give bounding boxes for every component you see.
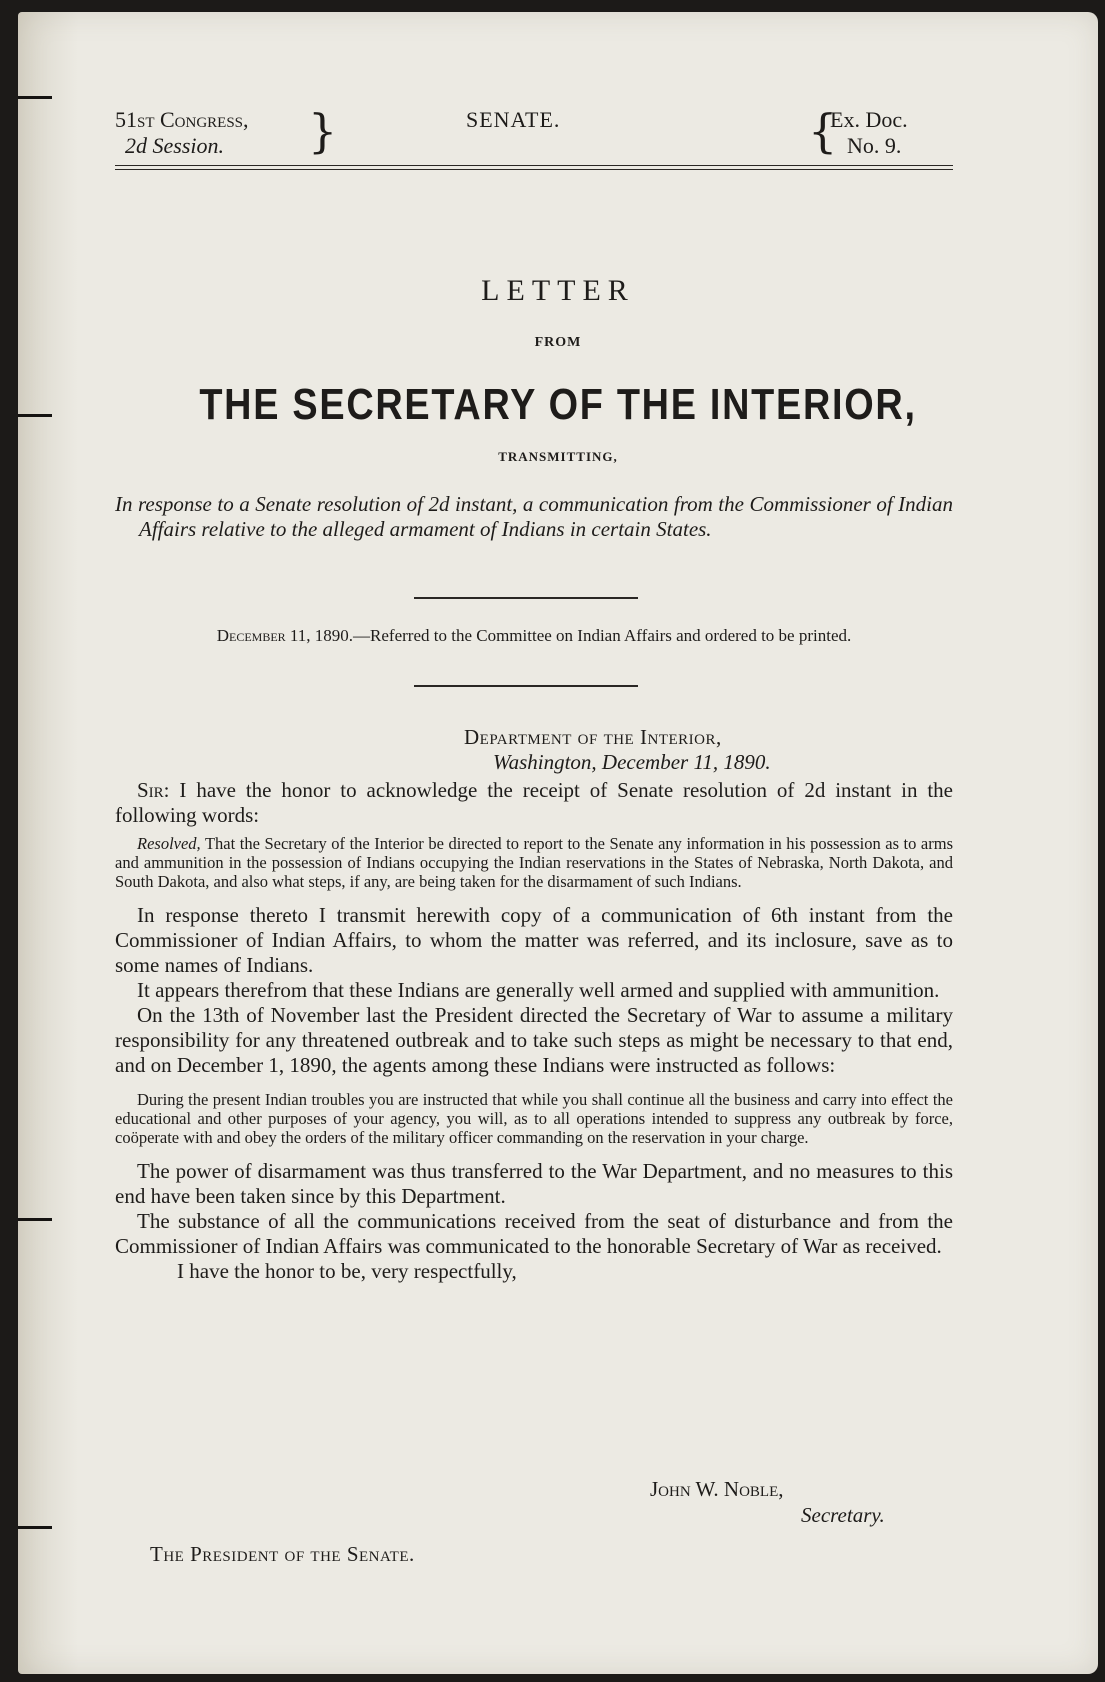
brace-right: { bbox=[808, 104, 838, 158]
divider-rule bbox=[414, 685, 638, 687]
binding-thread bbox=[18, 96, 52, 99]
salutation: Sir: bbox=[137, 778, 170, 802]
congress-line: 51st Congress, bbox=[115, 107, 249, 132]
title-from: FROM bbox=[534, 335, 582, 350]
paragraph-3: On the 13th of November last the President directed the Secretary of War to assume a military responsibility for any threatened outbreak and to take such steps as might be necessary to that end, and on December 1, 1890, the agents among these Indians were instructed as follows: bbox=[115, 1003, 953, 1077]
title-letter: LETTER bbox=[481, 274, 635, 307]
document-description: In response to a Senate resolution of 2d instant, a communication from the Commissioner of Indian Affairs relative to the alleged armament of Indians in certain States. bbox=[115, 492, 953, 541]
session-line: 2d Session. bbox=[125, 133, 224, 158]
title-transmitting: TRANSMITTING, bbox=[498, 449, 618, 464]
header-rule bbox=[115, 165, 953, 166]
paper-edge-stain bbox=[18, 12, 78, 1674]
paragraph-4: The power of disarmament was thus transferred to the War Department, and no measures to this end have been taken since by this Department. bbox=[115, 1159, 953, 1208]
place-date: Washington, December 11, 1890. bbox=[493, 750, 771, 774]
resolution-text: That the Secretary of the Interior be directed to report to the Senate any information in his possession as to arms and ammunition in the possession of Indians occupying the Indian reservations in the States of Nebraska, North Dakota, and South Dakota, and also what steps, if any, are being taken for the disarmament of such Indians. bbox=[115, 834, 954, 891]
document-page bbox=[18, 12, 1098, 1674]
chamber: SENATE. bbox=[466, 107, 561, 132]
opening-paragraph bbox=[115, 778, 953, 828]
binding-thread bbox=[18, 1526, 52, 1529]
main-title: THE SECRETARY OF THE INTERIOR, bbox=[199, 380, 917, 429]
addressee: The President of the Senate. bbox=[150, 1542, 415, 1566]
brace-left: } bbox=[308, 104, 338, 158]
letter-body bbox=[115, 778, 953, 1284]
signer-name: John W. Noble, bbox=[650, 1477, 784, 1501]
referral-text: —Referred to the Committee on Indian Affairs and ordered to be printed. bbox=[353, 626, 852, 645]
binding-thread bbox=[18, 414, 52, 417]
referral-date: December 11, 1890. bbox=[216, 626, 354, 645]
header-rule bbox=[115, 169, 953, 170]
doc-type: Ex. Doc. bbox=[830, 107, 908, 132]
divider-rule bbox=[414, 597, 638, 599]
department-heading: Department of the Interior, bbox=[464, 725, 722, 749]
doc-number: No. 9. bbox=[847, 133, 902, 158]
signer-title: Secretary. bbox=[801, 1503, 885, 1527]
referral-note bbox=[115, 626, 953, 645]
closing: I have the honor to be, very respectfully, bbox=[177, 1259, 517, 1283]
instruction-quote: During the present Indian troubles you are instructed that while you shall continue all the business and carry into effect the educational and other purposes of your agency, you will, as to all operations intended to suppress any outbreak by force, coöperate with and obey the orders of the military officer commanding on the reservation in your charge. bbox=[115, 1090, 953, 1147]
paragraph-1: In response thereto I transmit herewith copy of a communication of 6th instant from the Commissioner of Indian Affairs, to whom the matter was referred, and its inclosure, save as to some names of Indians. bbox=[115, 903, 953, 977]
resolution-label: Resolved, bbox=[137, 834, 201, 853]
paragraph-5: The substance of all the communications received from the seat of disturbance and from the Commissioner of Indian Affairs was communicated to the honorable Secretary of War as received. bbox=[115, 1209, 953, 1258]
binding-thread bbox=[18, 1218, 52, 1221]
paragraph-2: It appears therefrom that these Indians are generally well armed and supplied with ammunition. bbox=[137, 978, 940, 1002]
opening-text: I have the honor to acknowledge the receipt of Senate resolution of 2d instant in the following words: bbox=[115, 778, 954, 827]
resolution-quote bbox=[115, 834, 953, 891]
